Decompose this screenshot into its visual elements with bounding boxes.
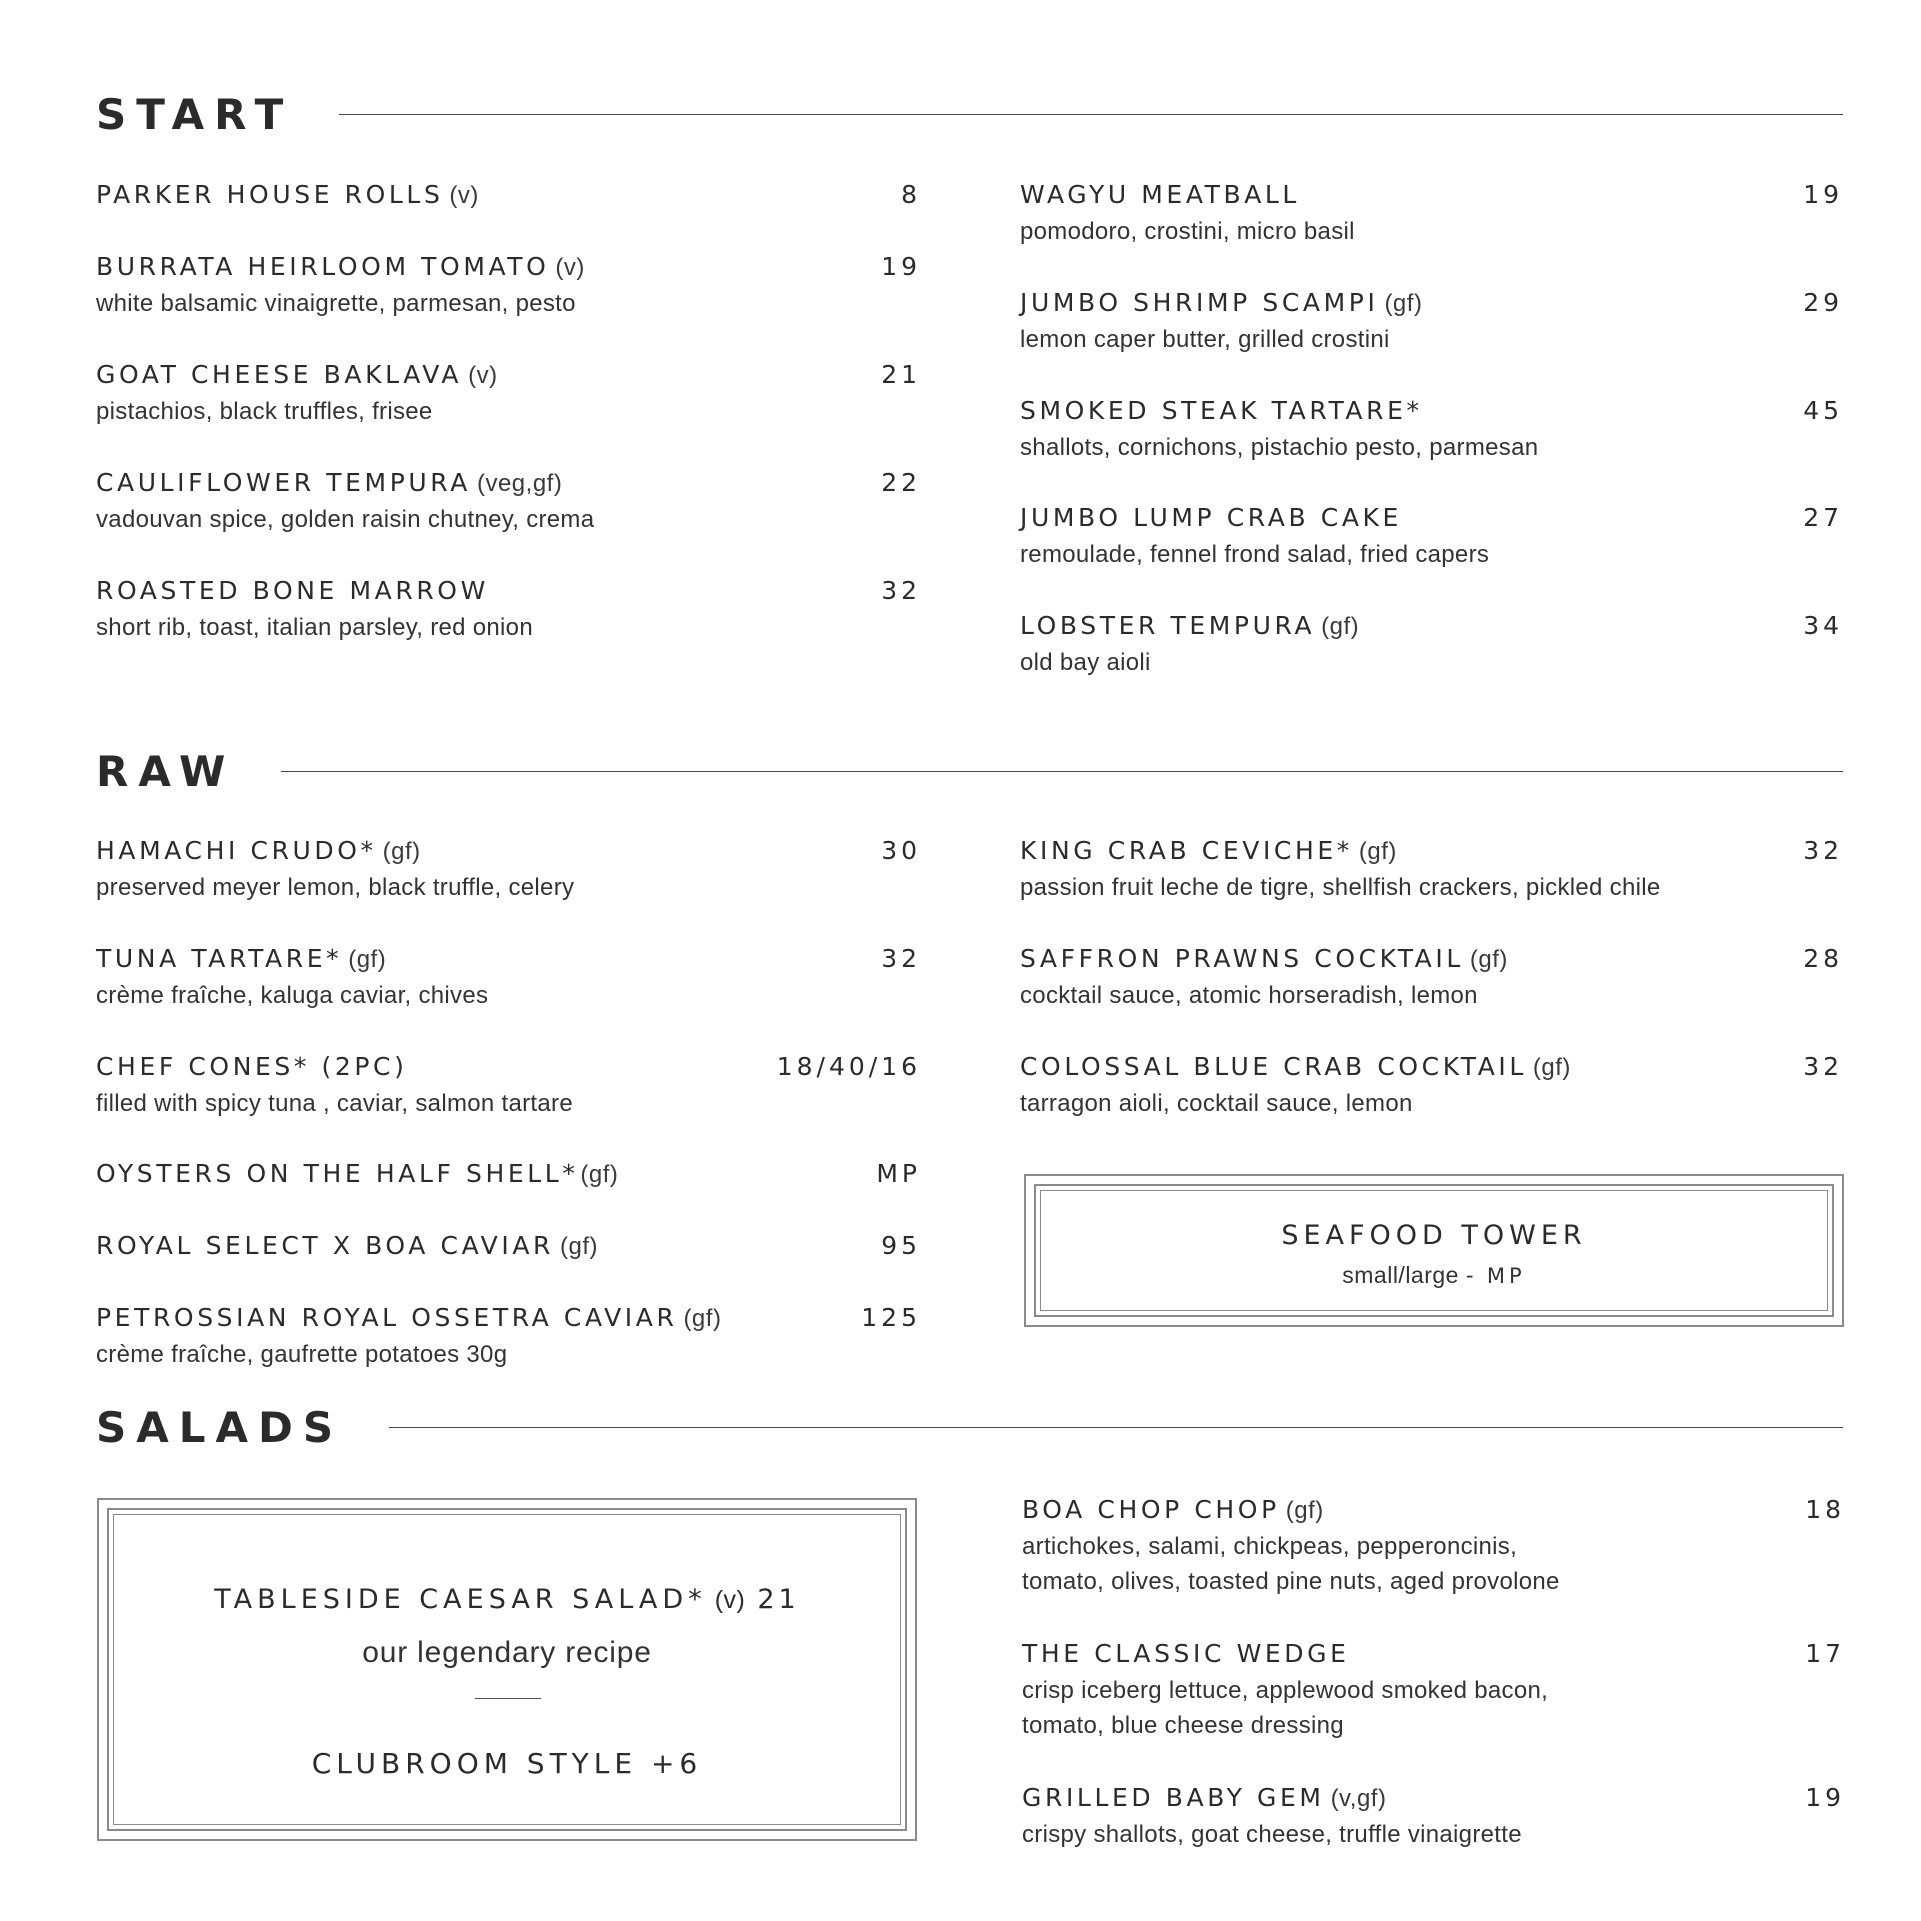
caesar-salad-box (97, 1498, 917, 1841)
item-price: 27 (1803, 503, 1843, 532)
item-name: TUNA TARTARE* (96, 944, 343, 973)
item-tag: (v,gf) (1330, 1785, 1387, 1812)
item-name: SMOKED STEAK TARTARE* (1020, 396, 1423, 425)
menu-item (1020, 503, 1843, 572)
seafood-tower-box (1024, 1174, 1844, 1327)
menu-item (1022, 1783, 1845, 1852)
menu-item (1020, 396, 1843, 465)
item-price: 17 (1805, 1639, 1845, 1668)
item-name: GOAT CHEESE BAKLAVA (96, 360, 463, 389)
menu-item (96, 1303, 921, 1372)
item-name: THE CLASSIC WEDGE (1022, 1639, 1350, 1668)
caesar-salad-tag: (v) (714, 1586, 746, 1614)
item-price: 19 (881, 252, 921, 281)
menu-item (96, 836, 921, 905)
seafood-tower-price: MP (1486, 1264, 1526, 1288)
item-tag: (gf) (683, 1305, 722, 1332)
item-price: 18 (1805, 1495, 1845, 1524)
item-name: JUMBO SHRIMP SCAMPI (1020, 288, 1379, 317)
menu-item (96, 1231, 921, 1261)
item-description: passion fruit leche de tigre, shellfish crackers, pickled chile (1020, 874, 1661, 901)
caesar-salad-subtitle: our legendary recipe (362, 1636, 652, 1669)
item-tag: (gf) (382, 838, 421, 865)
section-header-salads (96, 1403, 1843, 1452)
caesar-salad-heading (99, 1584, 915, 1615)
item-price: 32 (1803, 1052, 1843, 1081)
item-price: 28 (1803, 944, 1843, 973)
item-price: 45 (1803, 396, 1843, 425)
item-description: crispy shallots, goat cheese, truffle vinaigrette (1022, 1821, 1522, 1848)
item-tag: (gf) (580, 1161, 619, 1188)
menu-item (96, 252, 921, 321)
item-tag: (gf) (1285, 1497, 1324, 1524)
item-name: CAULIFLOWER TEMPURA (96, 468, 471, 497)
item-price: 18/40/16 (776, 1052, 921, 1081)
item-price: 19 (1803, 180, 1843, 209)
item-name: ROASTED BONE MARROW (96, 576, 489, 605)
item-description (1022, 1673, 1845, 1743)
item-price: 32 (881, 576, 921, 605)
menu-item (96, 468, 921, 537)
item-price: 30 (881, 836, 921, 865)
item-description: preserved meyer lemon, black truffle, celery (96, 874, 575, 901)
menu-item (1020, 944, 1843, 1013)
menu-item (1020, 1052, 1843, 1121)
item-description (1022, 1529, 1845, 1599)
item-price: 95 (881, 1231, 921, 1260)
item-name: LOBSTER TEMPURA (1020, 611, 1316, 640)
item-tag: (gf) (348, 946, 387, 973)
item-name: BURRATA HEIRLOOM TOMATO (96, 252, 550, 281)
item-tag: (veg,gf) (476, 470, 563, 497)
item-tag: (gf) (1321, 613, 1360, 640)
item-name: GRILLED BABY GEM (1022, 1783, 1325, 1812)
item-description: pomodoro, crostini, micro basil (1020, 218, 1355, 245)
menu-item (96, 1052, 921, 1121)
clubroom-style-option: CLUBROOM STYLE +6 (311, 1747, 703, 1780)
section-header-raw (96, 747, 1843, 796)
menu-item (96, 944, 921, 1013)
item-description: pistachios, black truffles, frisee (96, 398, 433, 425)
item-tag: (gf) (1384, 290, 1423, 317)
seafood-tower-title: SEAFOOD TOWER (1281, 1220, 1587, 1251)
caesar-divider (475, 1698, 541, 1699)
menu-item (1020, 180, 1843, 249)
caesar-salad-price: 21 (757, 1584, 800, 1615)
item-tag: (v) (555, 254, 585, 281)
item-description: crème fraîche, kaluga caviar, chives (96, 982, 489, 1009)
item-name: ROYAL SELECT X BOA CAVIAR (96, 1231, 555, 1260)
menu-item (96, 180, 921, 210)
item-name: KING CRAB CEVICHE* (1020, 836, 1353, 865)
item-name: PARKER HOUSE ROLLS (96, 180, 444, 209)
item-description: white balsamic vinaigrette, parmesan, pesto (96, 290, 576, 317)
item-tag: (gf) (560, 1233, 599, 1260)
menu-item (1020, 836, 1843, 905)
item-price: 32 (1803, 836, 1843, 865)
item-description: filled with spicy tuna , caviar, salmon tartare (96, 1090, 573, 1117)
item-tag: (gf) (1532, 1054, 1571, 1081)
item-name: PETROSSIAN ROYAL OSSETRA CAVIAR (96, 1303, 678, 1332)
item-price: 8 (901, 180, 921, 209)
item-description-line: artichokes, salami, chickpeas, pepperoncinis, (1022, 1533, 1518, 1560)
item-tag: (gf) (1358, 838, 1397, 865)
menu-item (1022, 1639, 1845, 1743)
item-name: JUMBO LUMP CRAB CAKE (1020, 503, 1402, 532)
item-description: remoulade, fennel frond salad, fried capers (1020, 541, 1490, 568)
item-name: CHEF CONES* (2PC) (96, 1052, 408, 1081)
caesar-salad-title: TABLESIDE CAESAR SALAD* (214, 1584, 707, 1615)
item-description: old bay aioli (1020, 649, 1151, 676)
seafood-tower-subtitle (1026, 1262, 1842, 1289)
section-header-start (96, 90, 1843, 139)
item-price: 29 (1803, 288, 1843, 317)
item-description: lemon caper butter, grilled crostini (1020, 326, 1390, 353)
item-tag: (v) (449, 182, 479, 209)
item-description: crème fraîche, gaufrette potatoes 30g (96, 1341, 508, 1368)
item-name: HAMACHI CRUDO* (96, 836, 377, 865)
item-price: 22 (881, 468, 921, 497)
item-price: 125 (861, 1303, 921, 1332)
item-price: 32 (881, 944, 921, 973)
item-tag: (gf) (1469, 946, 1508, 973)
item-description: tarragon aioli, cocktail sauce, lemon (1020, 1090, 1413, 1117)
item-tag: (v) (468, 362, 498, 389)
menu-item (1020, 611, 1843, 680)
menu-item (1022, 1495, 1845, 1599)
item-description: short rib, toast, italian parsley, red onion (96, 614, 533, 641)
item-name: BOA CHOP CHOP (1022, 1495, 1280, 1524)
item-description-line: tomato, olives, toasted pine nuts, aged provolone (1022, 1568, 1560, 1595)
item-name: COLOSSAL BLUE CRAB COCKTAIL (1020, 1052, 1527, 1081)
menu-item (1020, 288, 1843, 357)
item-price: 19 (1805, 1783, 1845, 1812)
item-name: OYSTERS ON THE HALF SHELL* (96, 1159, 579, 1188)
item-name: SAFFRON PRAWNS COCKTAIL (1020, 944, 1464, 973)
section-divider (389, 1427, 1843, 1428)
seafood-tower-sizes: small/large - (1342, 1262, 1481, 1288)
item-price: MP (876, 1159, 921, 1188)
item-description: cocktail sauce, atomic horseradish, lemon (1020, 982, 1478, 1009)
section-title: SALADS (96, 1403, 344, 1452)
item-name: WAGYU MEATBALL (1020, 180, 1300, 209)
menu-item (96, 576, 921, 645)
section-divider (281, 771, 1843, 772)
item-price: 34 (1803, 611, 1843, 640)
menu-item (96, 1159, 921, 1189)
item-description: shallots, cornichons, pistachio pesto, parmesan (1020, 434, 1539, 461)
menu-item (96, 360, 921, 429)
item-description-line: crisp iceberg lettuce, applewood smoked bacon, (1022, 1677, 1549, 1704)
item-description-line: tomato, blue cheese dressing (1022, 1712, 1344, 1739)
section-title: RAW (96, 747, 236, 796)
item-price: 21 (881, 360, 921, 389)
item-description: vadouvan spice, golden raisin chutney, crema (96, 506, 595, 533)
section-divider (339, 114, 1843, 115)
section-title: START (96, 90, 294, 139)
